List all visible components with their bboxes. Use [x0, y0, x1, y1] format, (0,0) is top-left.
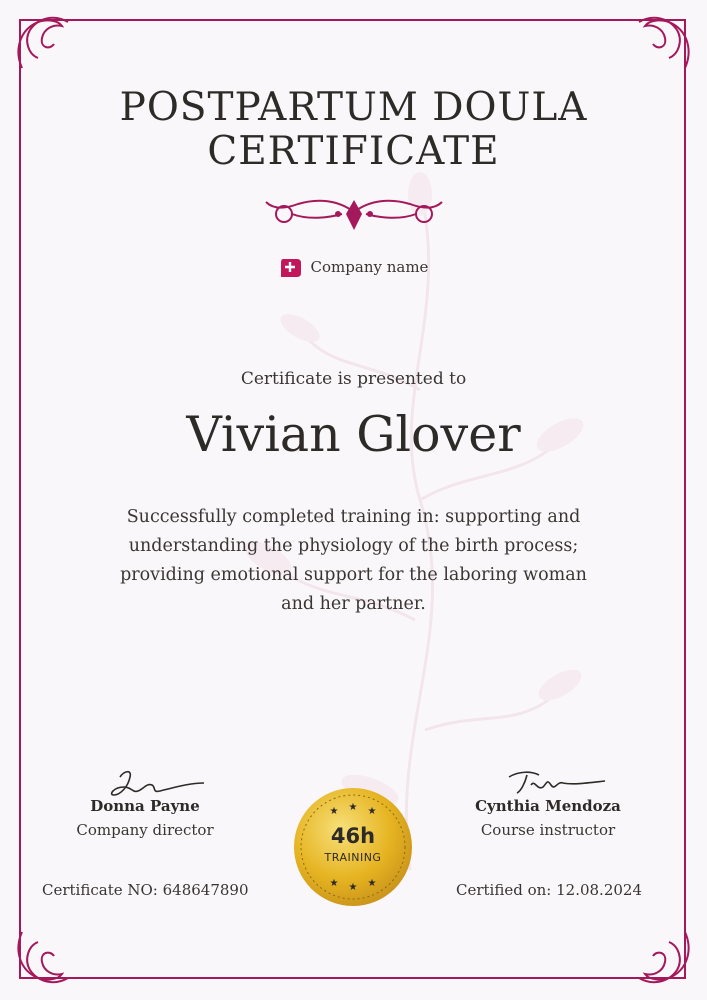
divider-ornament-icon — [258, 190, 450, 234]
corner-flourish-icon — [10, 930, 70, 990]
signature-donna-payne — [80, 765, 210, 801]
svg-text:★: ★ — [348, 802, 358, 813]
recipient-name: Vivian Glover — [186, 406, 521, 463]
signatory-name: Donna Payne — [90, 797, 200, 815]
seal-hours: 46h — [330, 824, 376, 848]
svg-text:★: ★ — [367, 878, 377, 889]
title-line-2: CERTIFICATE — [207, 129, 500, 174]
seal-label: TRAINING — [324, 851, 382, 864]
certificate-title — [60, 86, 647, 174]
corner-flourish-icon — [10, 10, 70, 70]
signatory-role: Company director — [76, 821, 214, 839]
company-row — [0, 256, 707, 278]
signatory-left — [45, 765, 245, 839]
gold-seal-icon — [292, 786, 414, 908]
svg-text:★: ★ — [348, 882, 358, 893]
company-name: Company name — [310, 258, 429, 276]
training-description: Successfully completed training in: supporting and understanding the physiology of the birth process; providing emotional support for the laboring woman and her partner. — [120, 507, 587, 614]
svg-text:★: ★ — [329, 806, 339, 817]
corner-flourish-icon — [637, 930, 697, 990]
corner-flourish-icon — [637, 10, 697, 70]
signature-cynthia-mendoza — [483, 765, 613, 801]
title-line-1: POSTPARTUM DOULA — [119, 85, 588, 130]
certified-date: Certified on: 12.08.2024 — [456, 881, 642, 899]
signatory-name: Cynthia Mendoza — [475, 797, 621, 815]
company-logo-icon — [279, 257, 301, 277]
signatory-right — [448, 765, 648, 839]
presented-to-text: Certificate is presented to — [240, 369, 467, 389]
certificate-number: Certificate NO: 648647890 — [42, 881, 249, 899]
signatory-role: Course instructor — [480, 821, 616, 839]
svg-text:★: ★ — [329, 878, 339, 889]
svg-text:★: ★ — [367, 806, 377, 817]
